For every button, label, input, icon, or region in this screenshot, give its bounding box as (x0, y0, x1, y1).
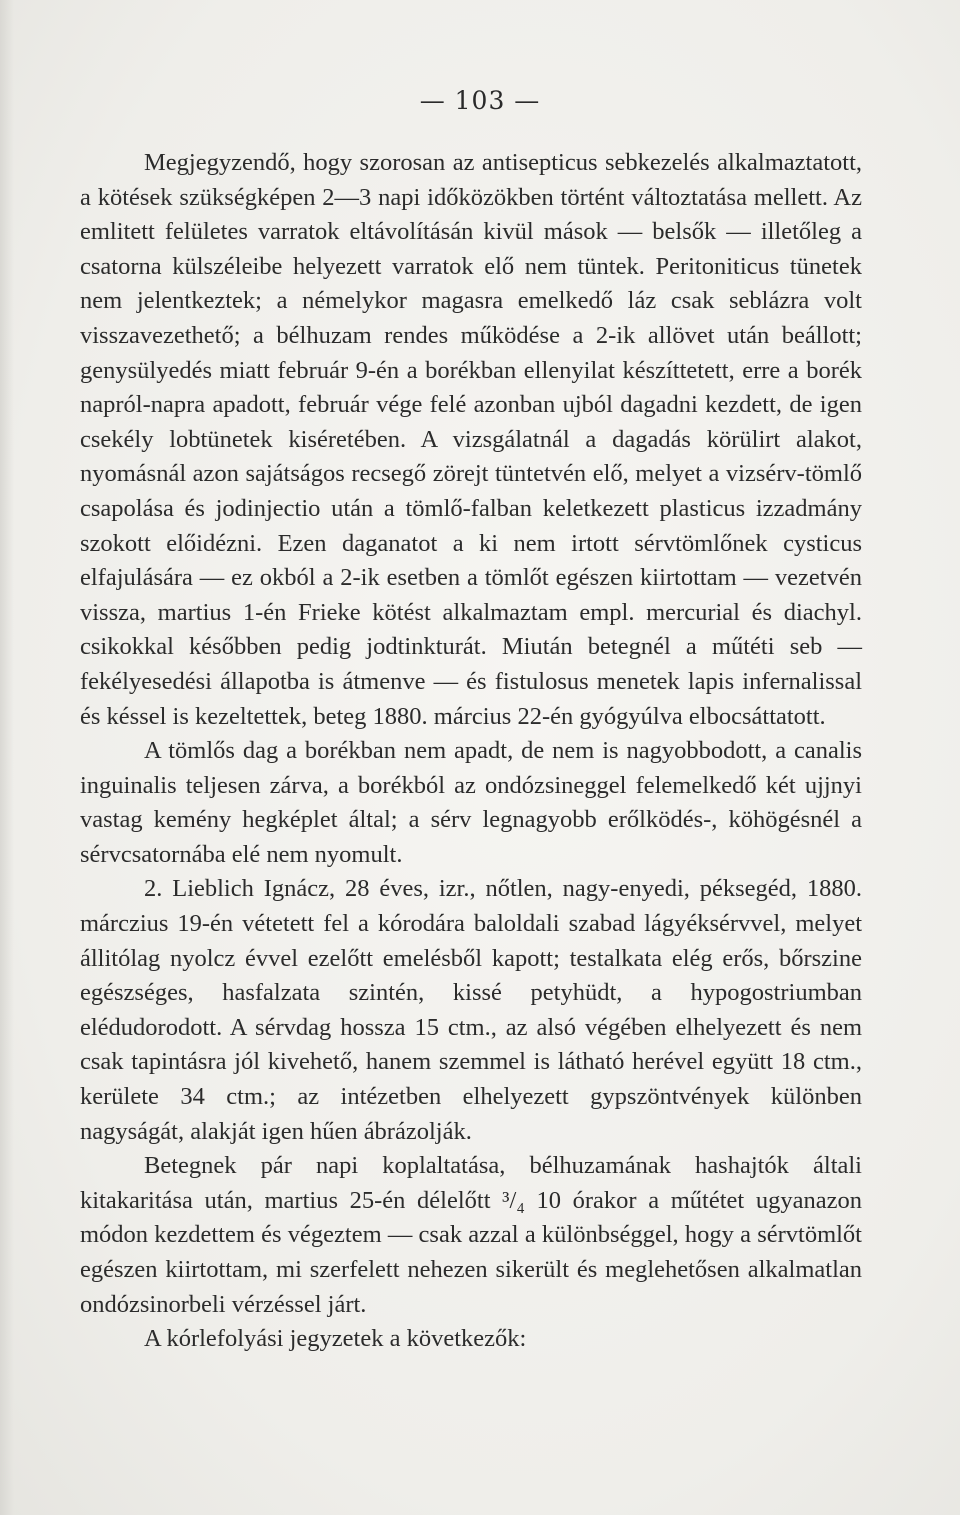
page-number: — 103 — (419, 86, 541, 115)
page-edge-shadow (0, 0, 14, 1515)
paragraph: Megjegyzendő, hogy szorosan az antisepticus sebkezelés alkalmaztatott, a kötések szükségképen 2—3 napi időközökben történt változtatása mellett. Az emlitett felületes varratok eltávolításán kivül mások — belsők — illetőleg a csatorna külszéleibe helyezett varratok elő nem tüntek. Peritoniticus tünetek nem jelentkeztek; a némelykor magasra emelkedő láz csak seblázra volt visszavezethető; a bélhuzam rendes működése a 2-ik allövet után beállott; genysülyedés miatt február 9-én a borékban ellenyilat készíttetett, erre a borék napról-napra apadott, február vége felé azonban ujból dagadni kezdett, de igen csekély lobtünetek kiséretében. A vizsgálatnál a dagadás körülirt alakot, nyomásnál azon sajátságos recsegő zörejt tüntetvén elő, melyet a vizsérv-tömlő csapolása és jodinjectio után a tömlő-falban keletkezett plasticus izzadmány szokott előidézni. Ezen daganatot a ki nem irtott sérvtömlőnek cysticus elfajulására — ez okból a 2-ik esetben a tömlőt egészen kiirtottam — vezetvén vissza, martius 1-én Frieke kötést alkalmaztam empl. mercurial és diachyl. csikokkal későbben pedig jodtinkturát. Miután betegnél a műtéti seb — fekélyesedési állapotba is átmenve — és fistulosus menetek lapis infernalissal és késsel is kezeltettek, beteg 1880. március 22-én gyógyúlva elbocsáttatott. (80, 149, 862, 730)
paragraph: 2. Lieblich Ignácz, 28 éves, izr., nőtlen, nagy-enyedi, péksegéd, 1880. márczius 19-én vétetett fel a kórodára baloldali szabad lágyéksérvvel, melyet állitólag nyolcz évvel ezelőtt emelésből kapott; testalkata elég erős, bőrszine egészséges, hasfalzata szintén, kissé petyhüdt, a hypogostriumban elédudorodott. A sérvdag hossza 15 ctm., az alsó végében elhelyezett és nem csak tapintásra jól kivehető, hanem szemmel is látható herével együtt 18 ctm., kerülete 34 ctm.; az intézetben elhelyezett gypszöntvények különben nagyságát, alakját igen hűen ábrázolják. (80, 875, 862, 1145)
paragraph: Betegnek pár napi koplaltatása, bélhuzamának hashajtók általi kitakaritása után, martius 25-én délelőtt ³/₄ 10 órakor a műtétet ugyanazon módon kezdettem és végeztem — csak azzal a különbséggel, hogy a sérvtömlőt egészen kiirtottam, mi szerfelett nehezen sikerült és meglehetősen alkalmatlan ondózsinorbeli vérzéssel járt. (80, 1152, 862, 1318)
paragraph: A kórlefolyási jegyzetek a következők: (144, 1325, 527, 1353)
page-body (80, 146, 862, 1357)
paragraph: A tömlős dag a borékban nem apadt, de nem is nagyobbodott, a canalis inguinalis teljesen zárva, a borékból az ondózsineggel felemelkedő két ujjnyi vastag kemény hegképlet által; a sérv legnagyobb erőlködés-, köhögésnél a sérvcsatornába elé nem nyomult. (80, 737, 862, 868)
